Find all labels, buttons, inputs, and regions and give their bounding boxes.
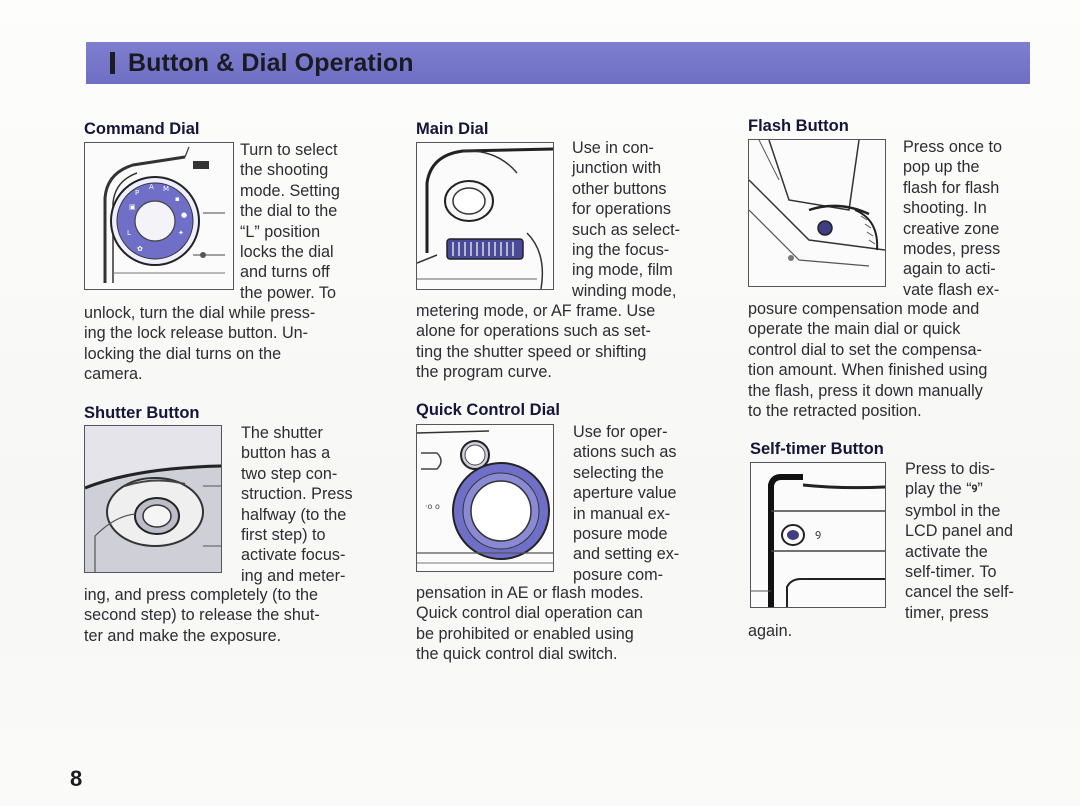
text-line: the program curve.	[416, 363, 552, 382]
text-line: aperture value	[573, 484, 677, 503]
text-line: the power. To	[240, 283, 336, 302]
text-line: be prohibited or enabled using	[416, 624, 634, 643]
command-dial-side-text	[240, 140, 340, 303]
text-line: ter and make the exposure.	[84, 626, 282, 645]
svg-text:A: A	[149, 183, 154, 191]
text-line: ting the shutter speed or shifting	[416, 342, 647, 361]
main-dial-body-text	[416, 301, 655, 383]
text-line: again.	[748, 622, 793, 640]
svg-text:P: P	[135, 189, 140, 197]
quick-control-dial-illustration	[416, 424, 554, 572]
text-line: posure compensation mode and	[748, 300, 980, 318]
flash-button-illustration	[748, 139, 886, 287]
page-title: Button & Dial Operation	[128, 48, 414, 77]
svg-text:M: M	[163, 185, 170, 193]
text-line: symbol in the	[905, 501, 1001, 520]
text-line: second step) to release the shut-	[84, 606, 320, 625]
text-line: locking the dial turns on the	[84, 344, 282, 363]
text-line: struction. Press	[241, 485, 353, 504]
text-line: two step con-	[241, 464, 338, 483]
text-line: Press once to	[903, 138, 1002, 156]
text-line: flash for flash	[903, 178, 1000, 197]
text-line: cancel the self-	[905, 583, 1014, 602]
text-line: camera.	[84, 365, 143, 384]
text-line: locks the dial	[240, 243, 334, 262]
text-line: ations such as	[573, 443, 677, 462]
text-line: in manual ex-	[573, 504, 671, 523]
text-line: metering mode, or AF frame. Use	[416, 302, 656, 320]
svg-text:●: ●	[181, 211, 188, 219]
text-line: self-timer. To	[905, 563, 997, 582]
text-line: modes, press	[903, 240, 1001, 259]
svg-text:▣: ▣	[129, 203, 136, 211]
text-line: mode. Setting	[240, 181, 340, 200]
text-line: ing and meter-	[241, 566, 346, 585]
text-line: ing the lock release button. Un-	[84, 324, 309, 343]
text-line: ing the focus-	[572, 241, 670, 260]
svg-text:✿: ✿	[137, 245, 143, 253]
text-line: ing, and press completely (to the	[84, 586, 318, 604]
text-line: to the retracted position.	[748, 402, 922, 421]
text-line: unlock, turn the dial while press-	[84, 304, 316, 322]
main-dial-side-text	[572, 138, 680, 301]
text-line: button has a	[241, 444, 331, 463]
text-line: LCD panel and	[905, 522, 1013, 541]
text-line: shooting. In	[903, 199, 987, 218]
text-line: junction with	[572, 159, 662, 178]
text-line: Press to dis-	[905, 460, 995, 478]
quick-control-dial-body-text	[416, 583, 644, 665]
self-timer-button-side-text	[905, 459, 1014, 623]
svg-text:L: L	[127, 229, 131, 237]
text-line: The shutter	[241, 424, 323, 442]
text-line: pop up the	[903, 158, 980, 177]
shutter-button-illustration	[84, 425, 222, 573]
main-dial-illustration	[416, 142, 554, 290]
quick-control-dial-side-text	[573, 422, 679, 585]
text-line: activate the	[905, 542, 988, 561]
shutter-button-side-text	[241, 423, 353, 586]
svg-text:·o o: ·o o	[425, 502, 440, 511]
command-dial-body-text	[84, 303, 315, 385]
quick-control-dial-heading: Quick Control Dial	[416, 401, 560, 419]
text-line: operate the main dial or quick	[748, 320, 961, 339]
svg-text:✦: ✦	[178, 229, 184, 237]
text-line: and setting ex-	[573, 545, 680, 564]
text-line: tion amount. When finished using	[748, 361, 988, 380]
text-line: the shooting	[240, 161, 329, 180]
text-line: ing mode, film	[572, 261, 673, 280]
text-line: activate focus-	[241, 546, 346, 565]
text-line: Use for oper-	[573, 423, 668, 441]
text-line: the dial to the	[240, 202, 338, 221]
self-timer-button-illustration	[750, 462, 886, 608]
self-timer-icon: ꝰ	[815, 526, 822, 545]
text-line: again to acti-	[903, 260, 996, 279]
text-line: selecting the	[573, 463, 664, 482]
text-line: Use in con-	[572, 139, 654, 157]
text-line: alone for operations such as set-	[416, 322, 651, 341]
self-timer-button-body-text	[748, 621, 792, 641]
text-line: pensation in AE or flash modes.	[416, 584, 644, 602]
flash-button-side-text	[903, 137, 1002, 300]
text-line: “L” position	[240, 222, 321, 241]
text-line: halfway (to the	[241, 505, 347, 524]
text-line: play the “ꝰ”	[905, 480, 983, 499]
text-line: posure com-	[573, 565, 663, 584]
svg-text:▪: ▪	[175, 195, 180, 203]
self-timer-button-heading: Self-timer Button	[750, 440, 884, 458]
text-line: winding mode,	[572, 281, 677, 300]
text-line: and turns off	[240, 263, 330, 282]
text-line: the flash, press it down manually	[748, 381, 983, 400]
shutter-button-heading: Shutter Button	[84, 404, 200, 422]
text-line: other buttons	[572, 179, 667, 198]
text-line: for operations	[572, 200, 671, 219]
command-dial-heading: Command Dial	[84, 120, 200, 138]
text-line: control dial to set the compensa-	[748, 340, 982, 359]
text-line: Turn to select	[240, 141, 338, 159]
text-line: such as select-	[572, 220, 680, 239]
text-line: first step) to	[241, 526, 326, 545]
text-line: Quick control dial operation can	[416, 604, 643, 623]
text-line: posure mode	[573, 525, 668, 544]
self-timer-symbol-icon: ꝰ	[971, 481, 978, 499]
text-line: the quick control dial switch.	[416, 645, 618, 664]
text-line: vate flash ex-	[903, 280, 1000, 299]
text-line: timer, press	[905, 603, 989, 622]
flash-button-heading: Flash Button	[748, 117, 849, 135]
command-dial-illustration	[84, 142, 234, 290]
text-line: creative zone	[903, 219, 1000, 238]
title-marker	[110, 52, 115, 74]
section-title-bar	[86, 42, 1030, 84]
main-dial-heading: Main Dial	[416, 120, 489, 138]
page-number: 8	[70, 766, 83, 791]
shutter-button-body-text	[84, 585, 320, 646]
flash-button-body-text	[748, 299, 987, 421]
